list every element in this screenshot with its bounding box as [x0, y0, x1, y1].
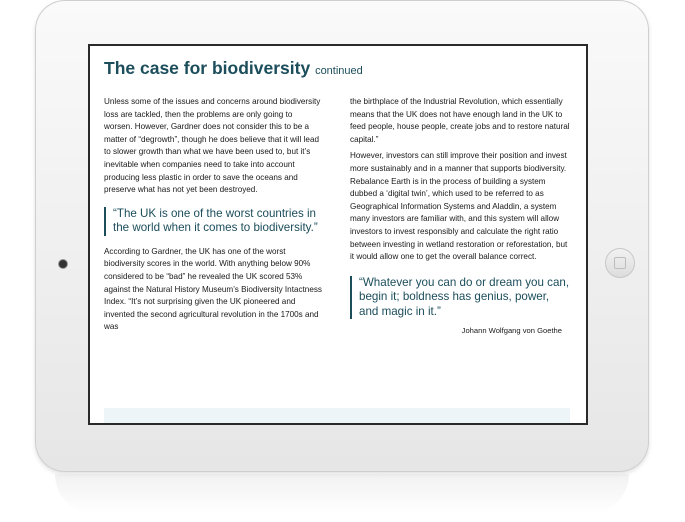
- left-column: [104, 96, 322, 338]
- tablet-screen: [88, 44, 588, 425]
- pull-quote-2: “Whatever you can do or dream you can, begin it; boldness has genius, power, and magic in it.”: [350, 276, 570, 320]
- camera-icon: [59, 260, 67, 268]
- title-text: The case for biodiversity: [104, 58, 311, 78]
- left-paragraph-2: According to Gardner, the UK has one of the worst biodiversity scores in the world. With anything below 90% considered to be “bad” he revealed the UK scored 53% against the Natural History Museum’s Biodiversity Intactness Index. “It’s not surprising given the UK pioneered and invented the second agricultural revolution in the 1700s and was: [104, 246, 322, 332]
- quote-attribution: Johann Wolfgang von Goethe: [461, 326, 562, 336]
- right-column: [350, 96, 570, 338]
- left-paragraph-1: Unless some of the issues and concerns around biodiversity loss are tackled, then the problems are only going to worsen. However, Gardner does not consider this to be a matter of “degrowth”, though he does believe that it will lead to slower growth than what we have been used to, but it’s inevitable when companies need to take into account producing less plastic in order to save the oceans and preserve what has not yet been destroyed.: [104, 97, 321, 195]
- home-button[interactable]: [605, 248, 635, 278]
- footer-panel: [104, 408, 570, 425]
- tablet-reflection: [55, 474, 629, 514]
- right-paragraph-1: the birthplace of the Industrial Revolution, which essentially means that the UK does not have enough land in the UK to feed people, house people, create jobs and to restore natural capital.”: [350, 97, 570, 144]
- title-suffix: continued: [315, 65, 363, 77]
- page-title: [104, 58, 363, 79]
- pull-quote-1: “The UK is one of the worst countries in the world when it comes to biodiversity.”: [104, 207, 322, 236]
- right-paragraph-2: However, investors can still improve their position and invest more sustainably and in a manner that supports biodiversity. Rebalance Earth is in the process of building a system dubbed a ‘digital twin’, which used to be referred to as Geographical Information Systems and Aladdin, a system many investors are familiar with, and this system will allow investors to invest responsibly and calculate the right ratio between investing in wetland restoration or reforestation, but it would allow one to get the overall balance correct.: [350, 151, 568, 262]
